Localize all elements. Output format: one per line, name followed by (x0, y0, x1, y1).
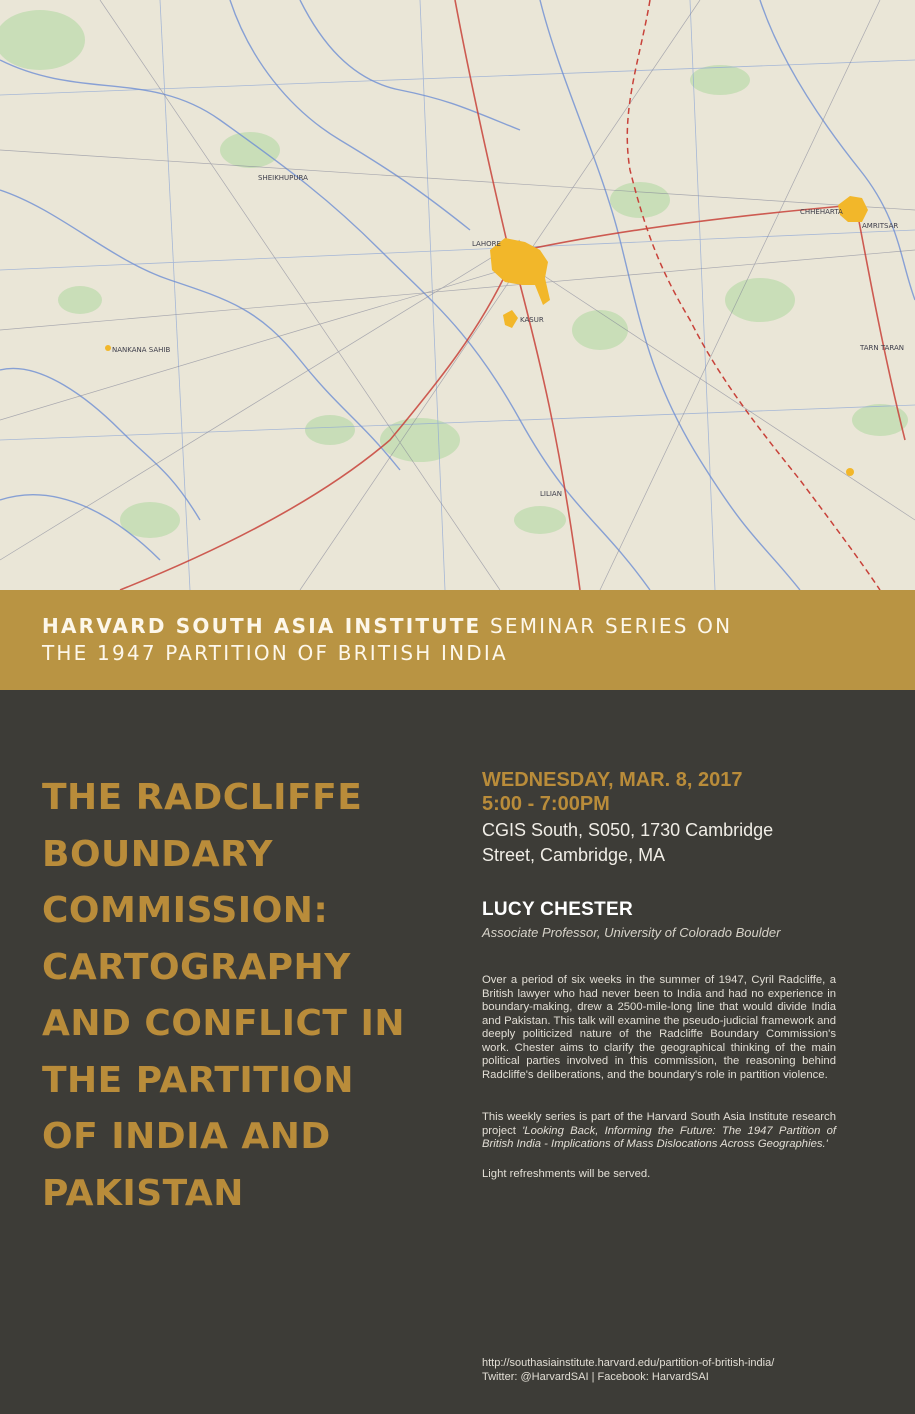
event-venue (482, 818, 836, 868)
talk-title-line: THE PARTITION (42, 1059, 354, 1101)
series-title-line-2: THE 1947 PARTITION OF BRITISH INDIA (42, 641, 508, 665)
map-label-kasur: KASUR (520, 316, 544, 324)
series-title-line-1 (42, 614, 732, 638)
speaker-name: LUCY CHESTER (482, 899, 634, 920)
venue-line: CGIS South, S050, 1730 Cambridge (482, 820, 774, 840)
talk-title-line: BOUNDARY (42, 833, 273, 875)
map-label-chheharta: CHHEHARTA (800, 208, 843, 216)
kasur-city-marker (503, 310, 518, 328)
refreshments-note: Light refreshments will be served. (482, 1167, 651, 1180)
series-title-rest: SEMINAR SERIES ON (481, 614, 733, 638)
map-label-amritsar: AMRITSAR (862, 222, 899, 230)
organization-name: HARVARD SOUTH ASIA INSTITUTE (42, 614, 482, 638)
social-handles: Twitter: @HarvardSAI | Facebook: HarvardSAI (482, 1371, 709, 1383)
lahore-city-marker (490, 238, 550, 305)
event-date: WEDNESDAY, MAR. 8, 2017 (482, 769, 743, 791)
event-time: 5:00 - 7:00PM (482, 793, 610, 815)
event-info-column (482, 768, 836, 1180)
talk-title-line: COMMISSION: (42, 890, 329, 931)
map-label-tarn-taran: TARN TARAN (860, 344, 904, 352)
event-details-panel (0, 690, 915, 1414)
map-label-nankana-sahib: NANKANA SAHIB (112, 346, 171, 354)
research-project-title: 'Looking Back, Informing the Future: The 1947 Partition of British India - Implications of Mass Dislocations Across Geographies.' (482, 1124, 836, 1150)
venue-line: Street, Cambridge, MA (482, 845, 666, 865)
talk-title-line: CARTOGRAPHY (42, 946, 351, 988)
map-label-lilian: LILIAN (540, 490, 562, 498)
talk-title-line: AND CONFLICT IN (42, 1003, 406, 1044)
city-labels (112, 174, 904, 498)
footer-links (482, 1356, 774, 1384)
speaker-affiliation: Associate Professor, University of Colorado Boulder (482, 925, 781, 940)
talk-title-line: THE RADCLIFFE (42, 777, 363, 818)
series-banner (0, 590, 915, 690)
city-markers (105, 196, 868, 476)
talk-title-line: PAKISTAN (42, 1172, 244, 1214)
map-label-sheikhupura: SHEIKHUPURA (258, 174, 308, 182)
map-image (0, 0, 915, 590)
series-description (482, 1111, 836, 1152)
website-url[interactable]: http://southasiainstitute.harvard.edu/partition-of-british-india/ (482, 1357, 775, 1369)
map-label-lahore: LAHORE (472, 240, 501, 248)
series-description-intro: This weekly series is part of the Harvard South Asia Institute research project (482, 1111, 836, 1137)
talk-title-line: OF INDIA AND (42, 1116, 331, 1157)
talk-abstract: Over a period of six weeks in the summer of 1947, Cyril Radcliffe, a British lawyer who had never been to India and had no experience in boundary-making, drew a 2500-mile-long line that would divide India and Pakistan. This talk will examine the pseudo-judicial framework and deeply politicized nature of the Radcliffe Boundary Commission's work. Chester aims to clarify the geographical thinking of the main political parties involved in this commission, the reasoning behind Radcliffe's deliberations, and the boundary's role in partition violence. (482, 974, 836, 1081)
talk-title (42, 770, 442, 1222)
